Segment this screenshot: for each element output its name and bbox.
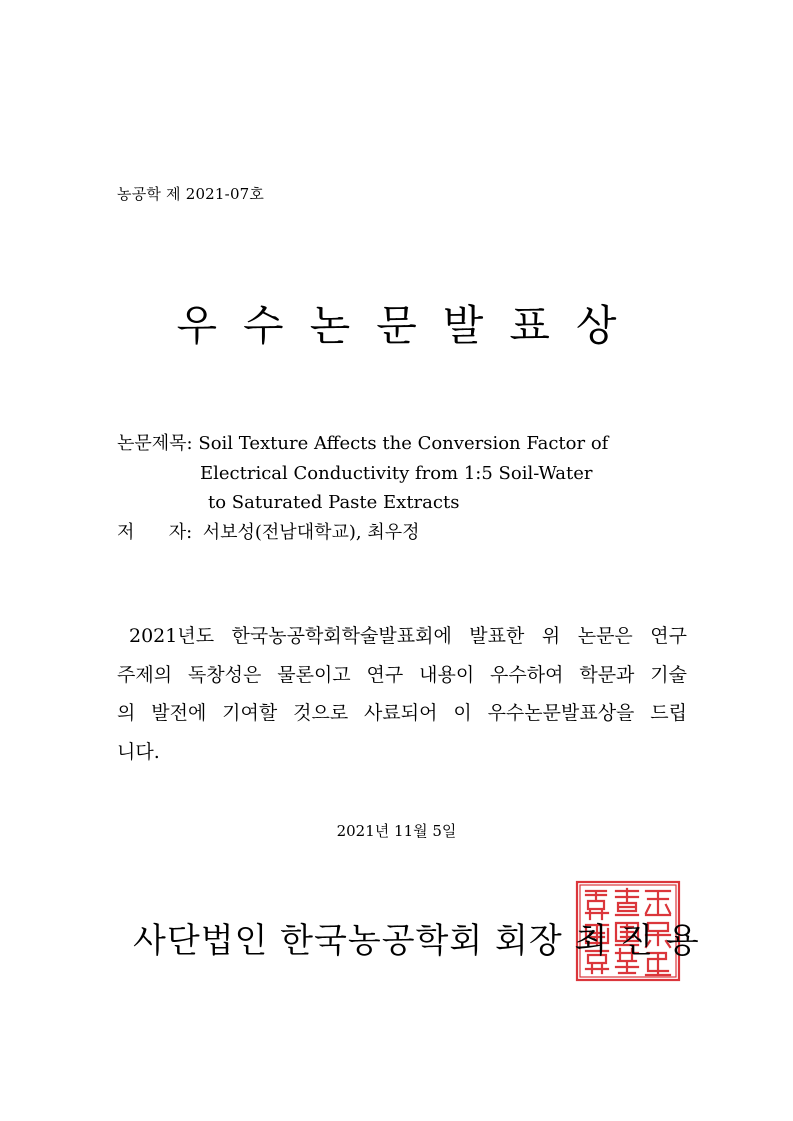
authors-label: 저 자: [117,522,193,543]
award-title: 우수논문발표상 [176,301,643,350]
document-number: 농공학 제 2021-07호 [117,185,265,203]
paper-title-row [117,429,608,459]
body-line-3: 의 발전에 기여할 것으로 사료되어 이 우수논문발표상을 드립 [117,702,687,724]
award-body-text [117,617,687,771]
paper-title-label: 논문제목: [117,433,193,454]
authors-value: 서보성(전남대학교), 최우정 [202,522,420,543]
body-line-1: 2021년도 한국농공학회학술발표회에 발표한 위 논문은 연구 [129,625,687,647]
paper-title-line-1: Soil Texture Affects the Conversion Factor of [198,433,609,454]
issue-date: 2021년 11월 5일 [336,822,457,840]
body-line-4: 니다. [117,740,160,763]
paper-title-line-2: Electrical Conductivity from 1:5 Soil-Water [200,463,593,484]
body-line-2: 주제의 독창성은 물론이고 연구 내용이 우수하여 학문과 기술 [117,663,687,686]
paper-title-line-3: to Saturated Paste Extracts [208,492,460,513]
signer-name: 사단법인 한국농공학회 회장 최 진 용 [133,921,700,961]
authors-row [117,518,420,548]
